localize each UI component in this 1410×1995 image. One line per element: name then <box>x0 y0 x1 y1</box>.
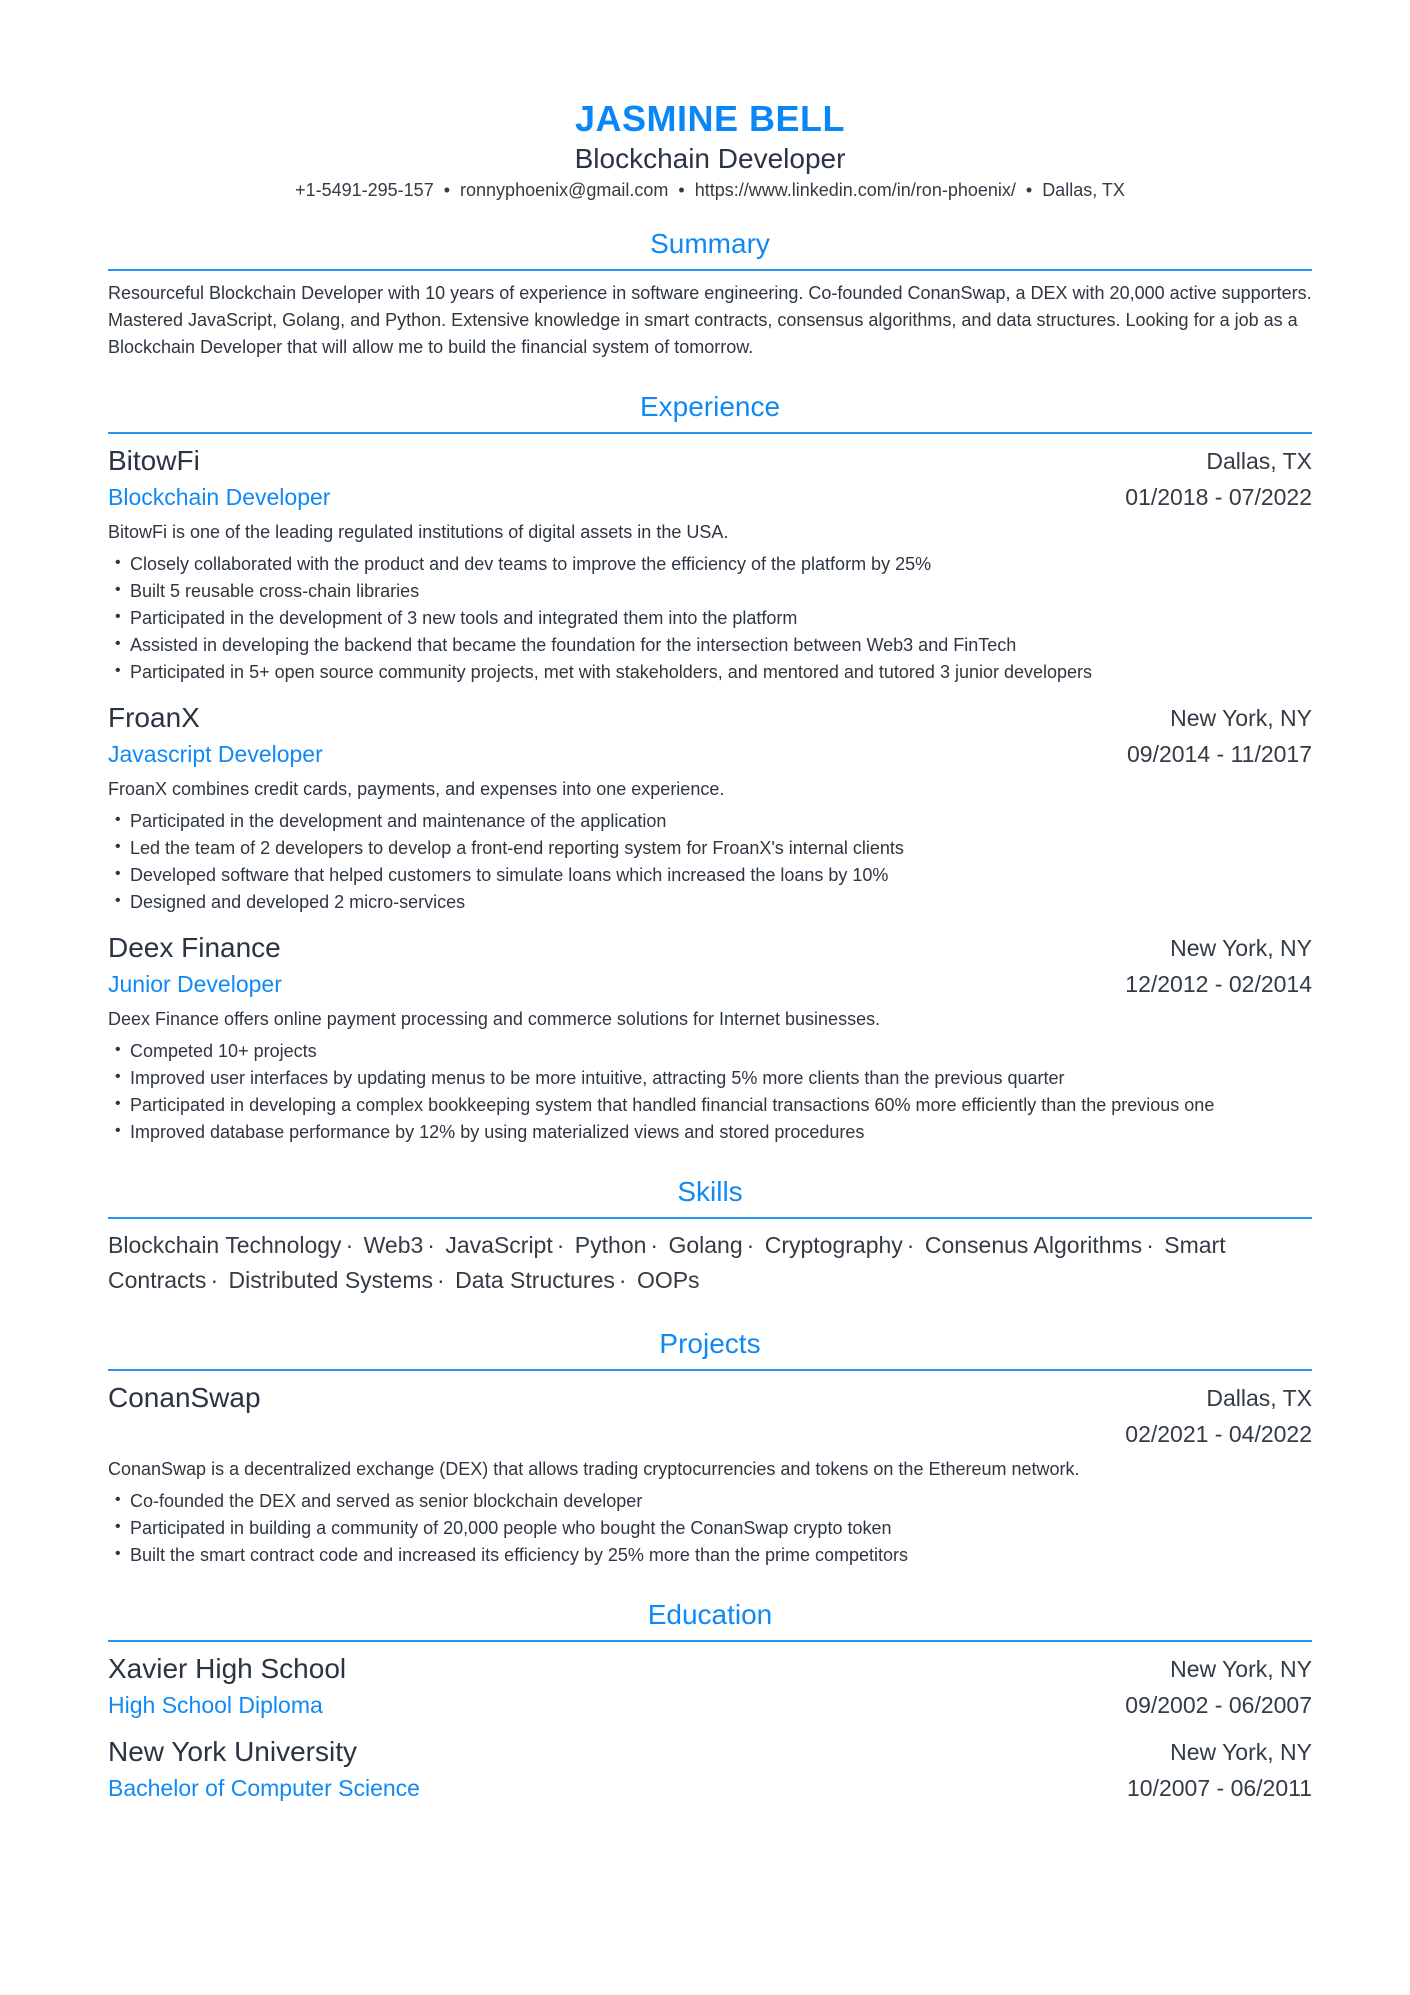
location: Dallas, TX <box>1042 180 1125 200</box>
company-description: FroanX combines credit cards, payments, and expenses into one experience. <box>108 779 725 799</box>
separator-dot: · <box>556 1232 565 1258</box>
job-role: Javascript Developer <box>108 740 323 767</box>
company-name: FroanX <box>108 702 200 733</box>
school-location: New York, NY <box>1170 1738 1312 1765</box>
entry-row <box>108 700 1312 736</box>
candidate-name: JASMINE BELL <box>574 98 846 139</box>
bullet-item: • Designed and developed 2 micro-services <box>108 889 1312 916</box>
entry-row <box>108 1687 1312 1723</box>
bullet-item: • Improved database performance by 12% by using materialized views and stored procedures <box>108 1119 1312 1146</box>
summary-text: Resourceful Blockchain Developer with 10 years of experience in software engineering. Co-founded ConanSwap, a DEX with 20,000 active supporters. Mastered JavaScript, Golang, and Python. Extensive knowledge in smart contracts, consensus algorithms, and data structures. Looking for a job as a Blockchain Developer that will allow me to build the financial system of tomorrow. <box>108 283 1312 357</box>
bullet-item: • Participated in developing a complex bookkeeping system that handled financial transactions 60% more efficiently than the previous one <box>108 1092 1312 1119</box>
entry-row <box>108 966 1312 1002</box>
bullet-list <box>108 808 1312 916</box>
bullet-item: • Improved user interfaces by updating menus to be more intuitive, attracting 5% more clients than the previous quarter <box>108 1065 1312 1092</box>
summary-section <box>108 226 1312 361</box>
skill-item: Consenus Algorithms <box>924 1232 1143 1258</box>
company-description: Deex Finance offers online payment processing and commerce solutions for Internet businesses. <box>108 1009 881 1029</box>
section-heading: Projects <box>108 1326 1312 1371</box>
job-location: New York, NY <box>1170 704 1312 731</box>
email-link[interactable]: ronnyphoenix@gmail.com <box>460 180 669 200</box>
school-location: New York, NY <box>1170 1655 1312 1682</box>
skill-item: Cryptography <box>764 1232 903 1258</box>
experience-entry <box>108 443 1312 686</box>
school-name: Xavier High School <box>108 1653 347 1684</box>
bullet-item: • Competed 10+ projects <box>108 1038 1312 1065</box>
separator-dot: · <box>1146 1232 1154 1258</box>
separator-dot: · <box>427 1232 435 1258</box>
job-location: New York, NY <box>1170 934 1312 961</box>
bullet-item: • Built the smart contract code and increased its efficiency by 25% more than the prime competitors <box>108 1542 1312 1569</box>
entry-row <box>108 930 1312 966</box>
skill-item: Web3 <box>363 1232 424 1258</box>
entry-row <box>108 479 1312 515</box>
skill-item: Data Structures <box>455 1267 615 1293</box>
separator-dot: · <box>618 1267 627 1293</box>
job-dates: 01/2018 - 07/2022 <box>1125 483 1312 510</box>
project-name: ConanSwap <box>108 1382 261 1413</box>
job-dates: 12/2012 - 02/2014 <box>1125 970 1312 997</box>
job-role: Blockchain Developer <box>108 483 331 510</box>
skills-section <box>108 1174 1312 1298</box>
education-dates: 09/2002 - 06/2007 <box>1125 1691 1312 1718</box>
separator-dot: · <box>650 1232 659 1258</box>
project-description: ConanSwap is a decentralized exchange (DEX) that allows trading cryptocurrencies and tokens on the Ethereum network. <box>108 1459 1080 1479</box>
school-name: New York University <box>108 1736 357 1767</box>
bullet-item: • Participated in the development of 3 new tools and integrated them into the platform <box>108 605 1312 632</box>
bullet-item: • Participated in building a community of 20,000 people who bought the ConanSwap crypto token <box>108 1515 1312 1542</box>
entry-row <box>108 443 1312 479</box>
company-description: BitowFi is one of the leading regulated institutions of digital assets in the USA. <box>108 522 729 542</box>
education-dates: 10/2007 - 06/2011 <box>1126 1774 1312 1801</box>
skill-item: OOPs <box>636 1267 700 1293</box>
skill-item: Blockchain Technology <box>108 1232 342 1258</box>
company-name: Deex Finance <box>108 932 281 963</box>
project-location: Dallas, TX <box>1206 1384 1312 1411</box>
entry-row <box>108 1416 1312 1452</box>
separator-dot: · <box>437 1267 445 1293</box>
skill-item: Smart Contracts <box>108 1232 1226 1293</box>
job-role: Junior Developer <box>108 970 282 997</box>
company-name: BitowFi <box>108 445 200 476</box>
separator-dot: · <box>345 1232 354 1258</box>
entry-row <box>108 1651 1312 1687</box>
job-location: Dallas, TX <box>1206 447 1312 474</box>
projects-section <box>108 1326 1312 1569</box>
separator-dot: · <box>906 1232 915 1258</box>
project-dates: 02/2021 - 04/2022 <box>1125 1420 1312 1447</box>
bullet-item: • Participated in the development and maintenance of the application <box>108 808 1312 835</box>
entry-row <box>108 736 1312 772</box>
contact-line: +1-5491-295-157 • ronnyphoenix@gmail.com • https://www.linkedin.com/in/ron-phoenix/ • Dallas, TX <box>295 180 1125 200</box>
experience-entry <box>108 930 1312 1146</box>
entry-row <box>108 1770 1312 1806</box>
bullet-item: • Co-founded the DEX and served as senior blockchain developer <box>108 1488 1312 1515</box>
bullet-item: • Participated in 5+ open source community projects, met with stakeholders, and mentored and tutored 3 junior developers <box>108 659 1312 686</box>
education-section <box>108 1597 1312 1806</box>
bullet-item: • Closely collaborated with the product and dev teams to improve the efficiency of the platform by 25% <box>108 551 1312 578</box>
job-dates: 09/2014 - 11/2017 <box>1126 740 1312 767</box>
linkedin-link[interactable]: https://www.linkedin.com/in/ron-phoenix/ <box>694 180 1016 200</box>
degree: Bachelor of Computer Science <box>108 1774 420 1801</box>
skills-list <box>108 1228 1312 1298</box>
resume <box>108 97 1312 1806</box>
bullet-list <box>108 1038 1312 1146</box>
separator-dot: · <box>746 1232 755 1258</box>
project-entry <box>108 1380 1312 1569</box>
phone: +1-5491-295-157 <box>295 180 434 200</box>
experience-section <box>108 389 1312 1146</box>
degree: High School Diploma <box>108 1691 323 1718</box>
bullet-list <box>108 1488 1312 1569</box>
education-entry <box>108 1734 1312 1806</box>
section-heading: Education <box>108 1597 1312 1642</box>
education-entry <box>108 1651 1312 1723</box>
section-heading: Skills <box>108 1174 1312 1219</box>
skill-item: JavaScript <box>445 1232 553 1258</box>
bullet-item: • Led the team of 2 developers to develop a front-end reporting system for FroanX's internal clients <box>108 835 1312 862</box>
bullet-item: • Built 5 reusable cross-chain libraries <box>108 578 1312 605</box>
section-heading: Summary <box>108 226 1312 271</box>
skill-item: Golang <box>668 1232 743 1258</box>
experience-entry <box>108 700 1312 916</box>
skill-item: Distributed Systems <box>228 1267 434 1293</box>
candidate-title: Blockchain Developer <box>574 143 846 174</box>
bullet-list <box>108 551 1312 686</box>
bullet-item: • Developed software that helped customers to simulate loans which increased the loans by 10% <box>108 862 1312 889</box>
separator-dot: · <box>210 1267 219 1293</box>
skill-item: Python <box>574 1232 647 1258</box>
entry-row <box>108 1380 1312 1416</box>
section-heading: Experience <box>108 389 1312 434</box>
bullet-item: • Assisted in developing the backend that became the foundation for the intersection between Web3 and FinTech <box>108 632 1312 659</box>
entry-row <box>108 1734 1312 1770</box>
